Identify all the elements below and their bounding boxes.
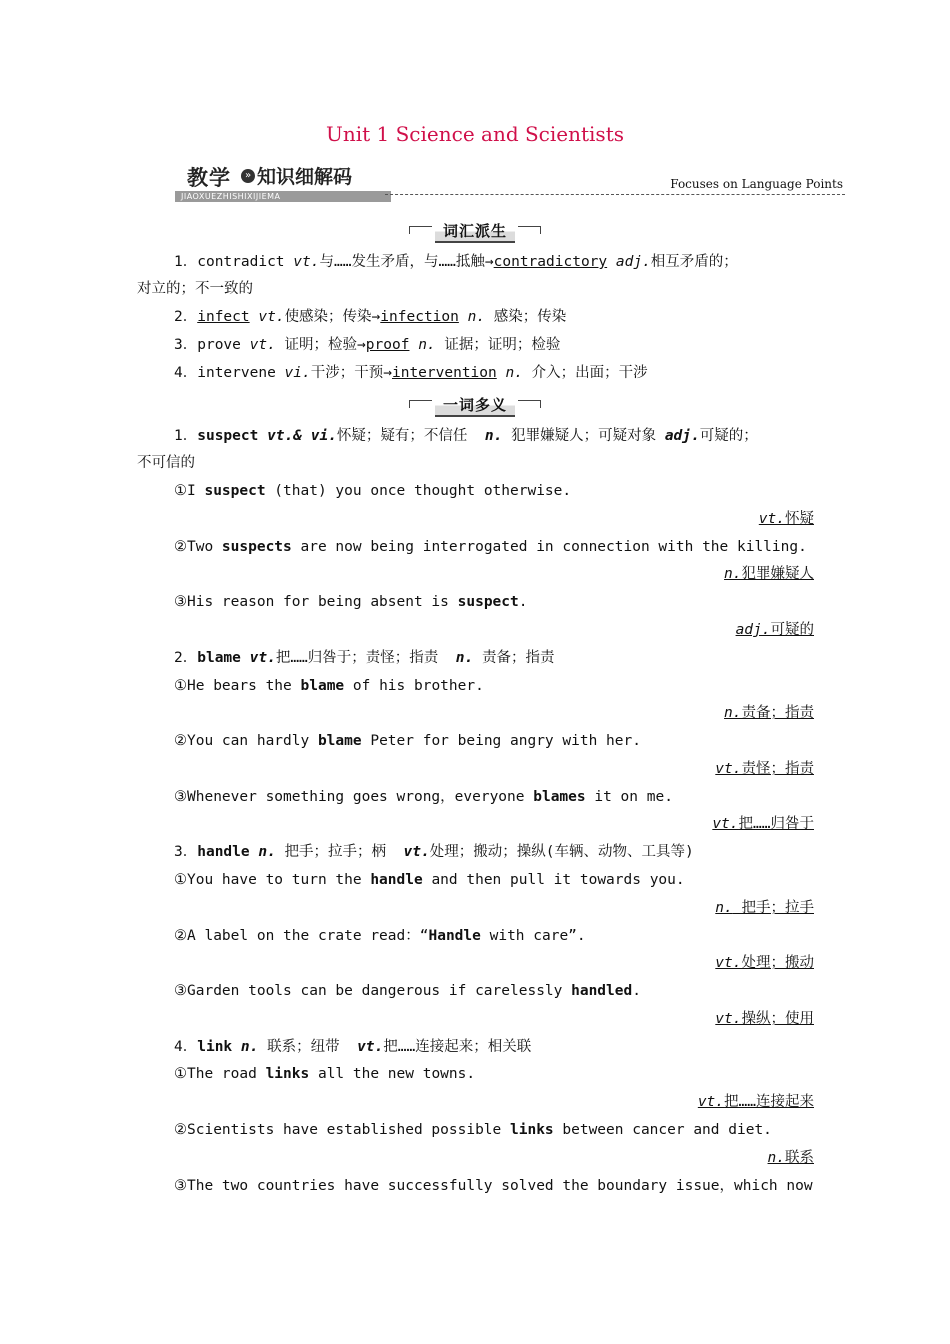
entry-heading-continued: 不可信的 — [137, 455, 195, 471]
section-heading-label: 词汇派生 — [435, 220, 515, 243]
page-title: Unit 1 Science and Scientists — [326, 122, 624, 146]
list-item: 3．prove vt. 证明；检验→proof n. 证据；证明；检验 — [174, 337, 561, 353]
section-heading-derivation — [0, 220, 950, 243]
example-sentence: ②Two suspects are now being interrogated in connection with the killing. — [174, 539, 807, 555]
list-item: 1．contradict vt.与……发生矛盾，与……抵触→contradictory adj.相互矛盾的； — [174, 254, 738, 270]
list-item: 4．intervene vi.干涉；干预→intervention n. 介入；出面；干涉 — [174, 365, 648, 381]
banner-english: Focuses on Language Points — [670, 177, 843, 191]
example-tag: vt.处理；搬动 — [715, 955, 814, 971]
example-tag: vt.把……连接起来 — [697, 1094, 814, 1110]
arrow-icon: » — [241, 169, 255, 183]
divider — [385, 194, 845, 195]
example-sentence: ①You have to turn the handle and then pull it towards you. — [174, 872, 685, 888]
banner-heading: 教学 — [187, 166, 231, 190]
banner-subheading: 知识细解码 — [257, 166, 353, 188]
example-tag: n.责备；指责 — [724, 705, 814, 721]
example-tag: n.联系 — [767, 1150, 814, 1166]
list-item-continued: 对立的；不一致的 — [137, 281, 253, 297]
example-sentence: ③Garden tools can be dangerous if carelessly handled. — [174, 983, 641, 999]
entry-heading: 3．handle n. 把手；拉手；柄 vt.处理；搬动；操纵(车辆、动物、工具等) — [174, 844, 694, 860]
example-tag: n. 把手；拉手 — [715, 900, 814, 916]
example-sentence: ①I suspect (that) you once thought otherwise. — [174, 483, 572, 499]
example-sentence: ①He bears the blame of his brother. — [174, 678, 484, 694]
entry-heading: 2．blame vt.把……归咎于；责怪；指责 n. 责备；指责 — [174, 650, 555, 666]
example-sentence: ③Whenever something goes wrong，everyone blames it on me. — [174, 789, 673, 805]
example-tag: vt.怀疑 — [758, 511, 814, 527]
example-tag: vt.操纵；使用 — [715, 1011, 814, 1027]
example-tag: vt.把……归咎于 — [712, 816, 814, 832]
example-sentence: ②A label on the crate read：“Handle with care”. — [174, 928, 586, 944]
example-sentence: ③His reason for being absent is suspect. — [174, 594, 528, 610]
example-sentence: ①The road links all the new towns. — [174, 1066, 476, 1082]
example-tag: vt.责怪；指责 — [715, 761, 814, 777]
entry-heading: 4．link n. 联系；纽带 vt.把……连接起来；相关联 — [174, 1039, 532, 1055]
banner-pinyin: JIAOXUEZHISHIXIJIEMA — [175, 191, 391, 202]
example-tag: n.犯罪嫌疑人 — [724, 566, 814, 582]
section-heading-label: 一词多义 — [435, 394, 515, 417]
example-sentence: ③The two countries have successfully solved the boundary issue，which now — [174, 1178, 813, 1194]
entry-heading: 1．suspect vt.& vi.怀疑；疑有；不信任 n. 犯罪嫌疑人；可疑对象 adj.可疑的； — [174, 428, 758, 444]
example-sentence: ②Scientists have established possible links between cancer and diet. — [174, 1122, 772, 1138]
example-sentence: ②You can hardly blame Peter for being angry with her. — [174, 733, 641, 749]
section-heading-polysemy — [0, 394, 950, 417]
example-tag: adj.可疑的 — [735, 622, 814, 638]
list-item: 2．infect vt.使感染；传染→infection n. 感染；传染 — [174, 309, 567, 325]
section-banner — [135, 160, 845, 202]
